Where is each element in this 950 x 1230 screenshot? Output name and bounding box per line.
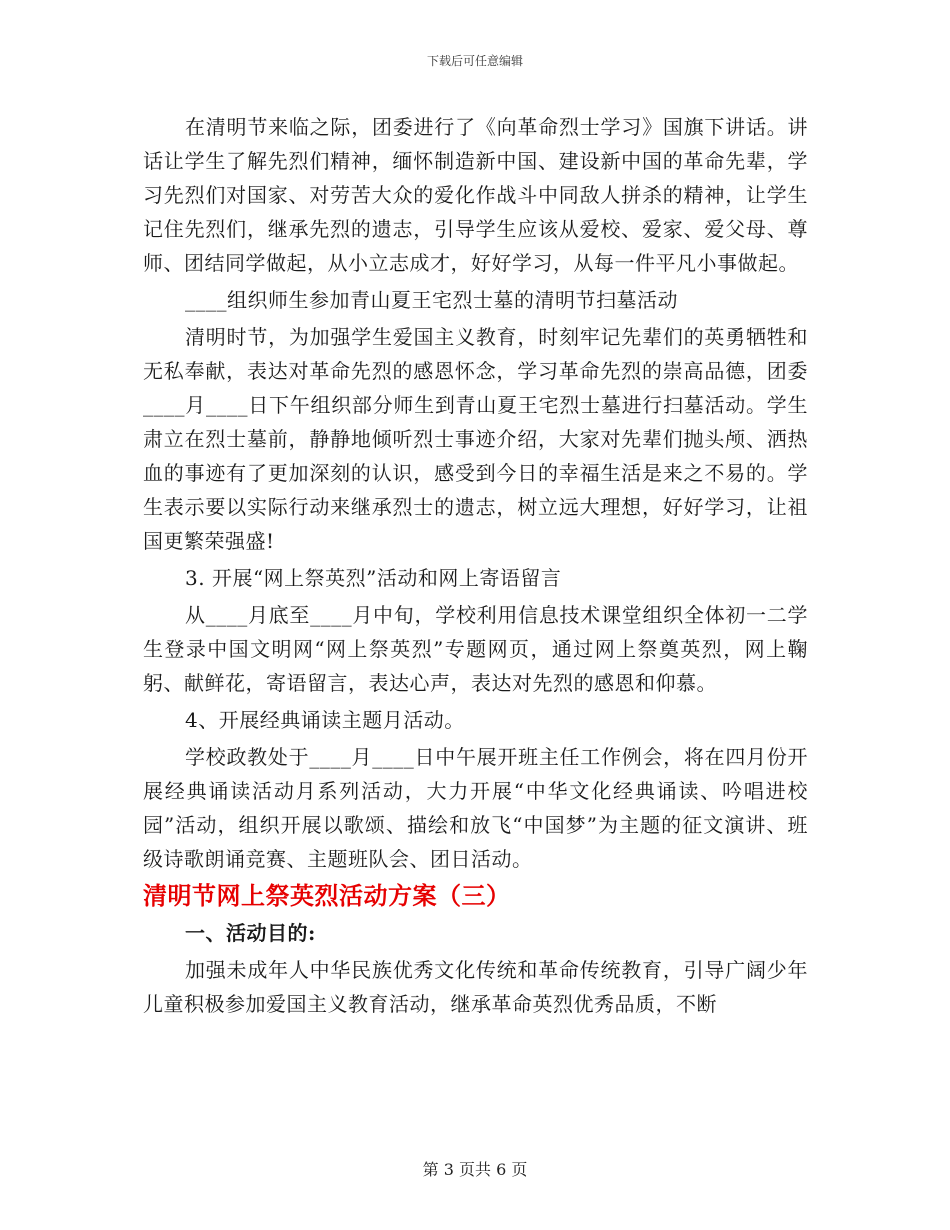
purpose-subheading: 一、活动目的: [185,921,316,945]
section-title: 清明节网上祭英烈活动方案（三） [143,881,511,910]
paragraph-purpose: 加强未成年人中华民族优秀文化传统和革命传统教育，引导广阔少年儿童积极参加爱国主义教育活动，继承革命英烈优秀品质，不断 [143,958,808,1016]
page-footer: 第 3 页共 6 页 [422,1160,528,1179]
paragraph-classic-reading: 学校政教处于____月____日中午展开班主任工作例会，将在四月份开展经典诵读活动月系列活动，大力开展“中华文化经典诵读、吟唱进校园”活动，组织开展以歌颂、描绘和放飞“中国梦”为主题的征文演讲、班级诗歌朗诵竞赛、主题班队会、团日活动。 [143,745,808,871]
paragraph-speech: 在清明节来临之际，团委进行了《向革命烈士学习》国旗下讲话。讲话让学生了解先烈们精神，缅怀制造新中国、建设新中国的革命先辈，学习先烈们对国家、对劳苦大众的爱化作战斗中同敌人拼杀的精神，让学生记住先烈们，继承先烈的遗志，引导学生应该从爱校、爱家、爱父母、尊师、团结同学做起，从小立志成才，好好学习，从每一件平凡小事做起。 [143,115,808,275]
document-body [143,110,808,1021]
paragraph-tomb-sweeping-title: ____组织师生参加青山夏王宅烈士墓的清明节扫墓活动 [185,288,678,312]
item-3-heading: 3. 开展“网上祭英烈”活动和网上寄语留言 [185,566,562,590]
page-header: 下载后可任意编辑 [426,54,523,68]
paragraph-tomb-sweeping: 清明时节，为加强学生爱国主义教育，时刻牢记先辈们的英勇牺牲和无私奉献，表达对革命先烈的感恩怀念，学习革命先烈的崇高品德，团委____月____日下午组织部分师生到青山夏王宅烈士墓进行扫墓活动。学生肃立在烈士墓前，静静地倾听烈士事迹介绍，大家对先辈们抛头颅、洒热血的事迹有了更加深刻的认识，感受到今日的幸福生活是来之不易的。学生表示要以实际行动来继承烈士的遗志，树立远大理想，好好学习，让祖国更繁荣强盛! [143,325,808,553]
paragraph-online-memorial: 从____月底至____月中旬，学校利用信息技术课堂组织全体初一二学生登录中国文明网“网上祭英烈”专题网页，通过网上祭奠英烈，网上鞠躬、献鲜花，寄语留言，表达心声，表达对先烈的感恩和仰慕。 [143,603,808,695]
item-4-heading: 4、开展经典诵读主题月活动。 [185,708,465,732]
